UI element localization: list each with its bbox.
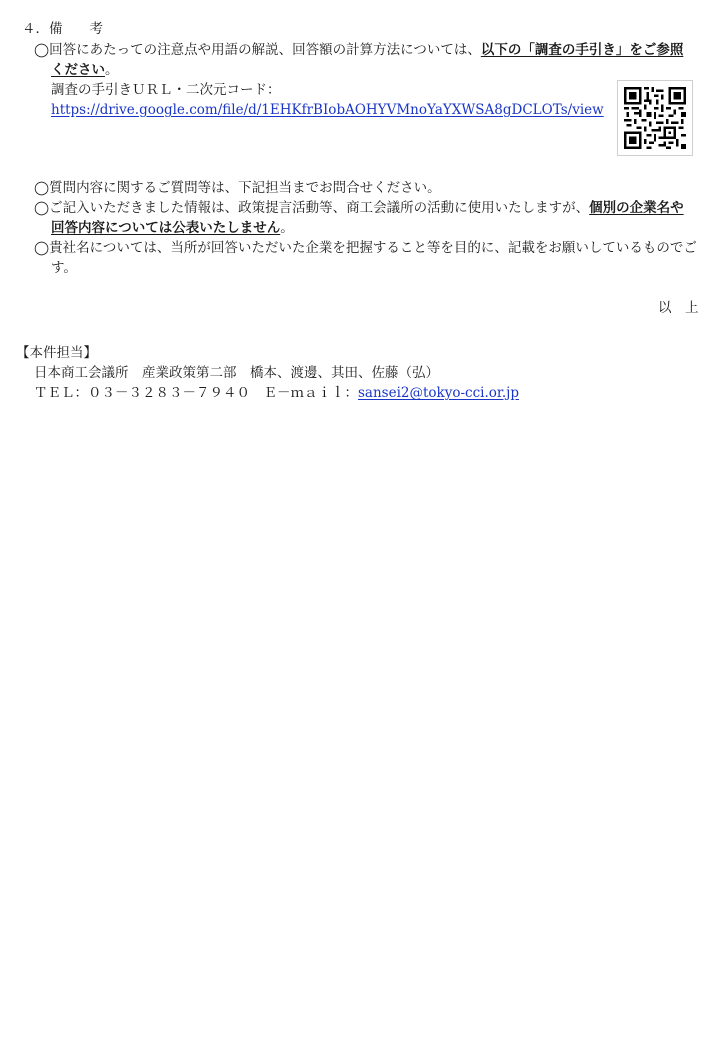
contact-phone: ＴＥＬ：０３－３２８３－７９４０ Ｅ－ｍａｉｌ： bbox=[34, 385, 358, 401]
note-text: ◯回答にあたっての注意点や用語の解説、回答額の計算方法については、 bbox=[34, 42, 481, 58]
note-item-privacy-cont bbox=[51, 218, 294, 238]
contact-email-link[interactable]: sansei2@tokyo-cci.or.jp bbox=[358, 385, 519, 401]
contact-department: 日本商工会議所 産業政策第二部 橋本、渡邊、其田、佐藤（弘） bbox=[34, 365, 439, 381]
note-text: 。 bbox=[105, 62, 119, 78]
qr-code-graphic bbox=[624, 87, 686, 149]
note-emphasis: ください bbox=[51, 62, 105, 78]
note-emphasis: 個別の企業名や bbox=[589, 200, 684, 216]
qr-code-icon[interactable] bbox=[617, 80, 693, 156]
note-item-privacy bbox=[34, 198, 684, 218]
note-text: 。 bbox=[280, 220, 294, 236]
note-item-company-name-cont: す。 bbox=[51, 260, 77, 276]
note-item-inquiries: ◯質問内容に関するご質問等は、下記担当までお問合せください。 bbox=[34, 180, 441, 196]
note-emphasis: 以下の「調査の手引き」をご参照 bbox=[480, 42, 684, 58]
note-item-guide-cont bbox=[51, 60, 119, 80]
contact-title: 【本件担当】 bbox=[16, 345, 97, 361]
note-emphasis: 回答内容については公表いたしません bbox=[51, 220, 281, 236]
closing-text: 以 上 bbox=[658, 300, 699, 316]
note-item-company-name: ◯貴社名については、当所が回答いただいた企業を把握すること等を目的に、記載をお願いしているものでご bbox=[34, 240, 697, 256]
contact-phone-email bbox=[34, 383, 519, 403]
section-heading: ４．備 考 bbox=[22, 21, 103, 37]
guide-url-link[interactable]: https://drive.google.com/file/d/1EHKfrBIobAOHYVMnoYaYXWSA8gDCLOTs/view bbox=[51, 102, 604, 118]
note-item-guide bbox=[34, 40, 683, 60]
guide-url-label: 調査の手引きＵＲＬ・二次元コード： bbox=[51, 82, 281, 98]
note-text: ◯ご記入いただきました情報は、政策提言活動等、商工会議所の活動に使用いたしますが、 bbox=[34, 200, 590, 216]
